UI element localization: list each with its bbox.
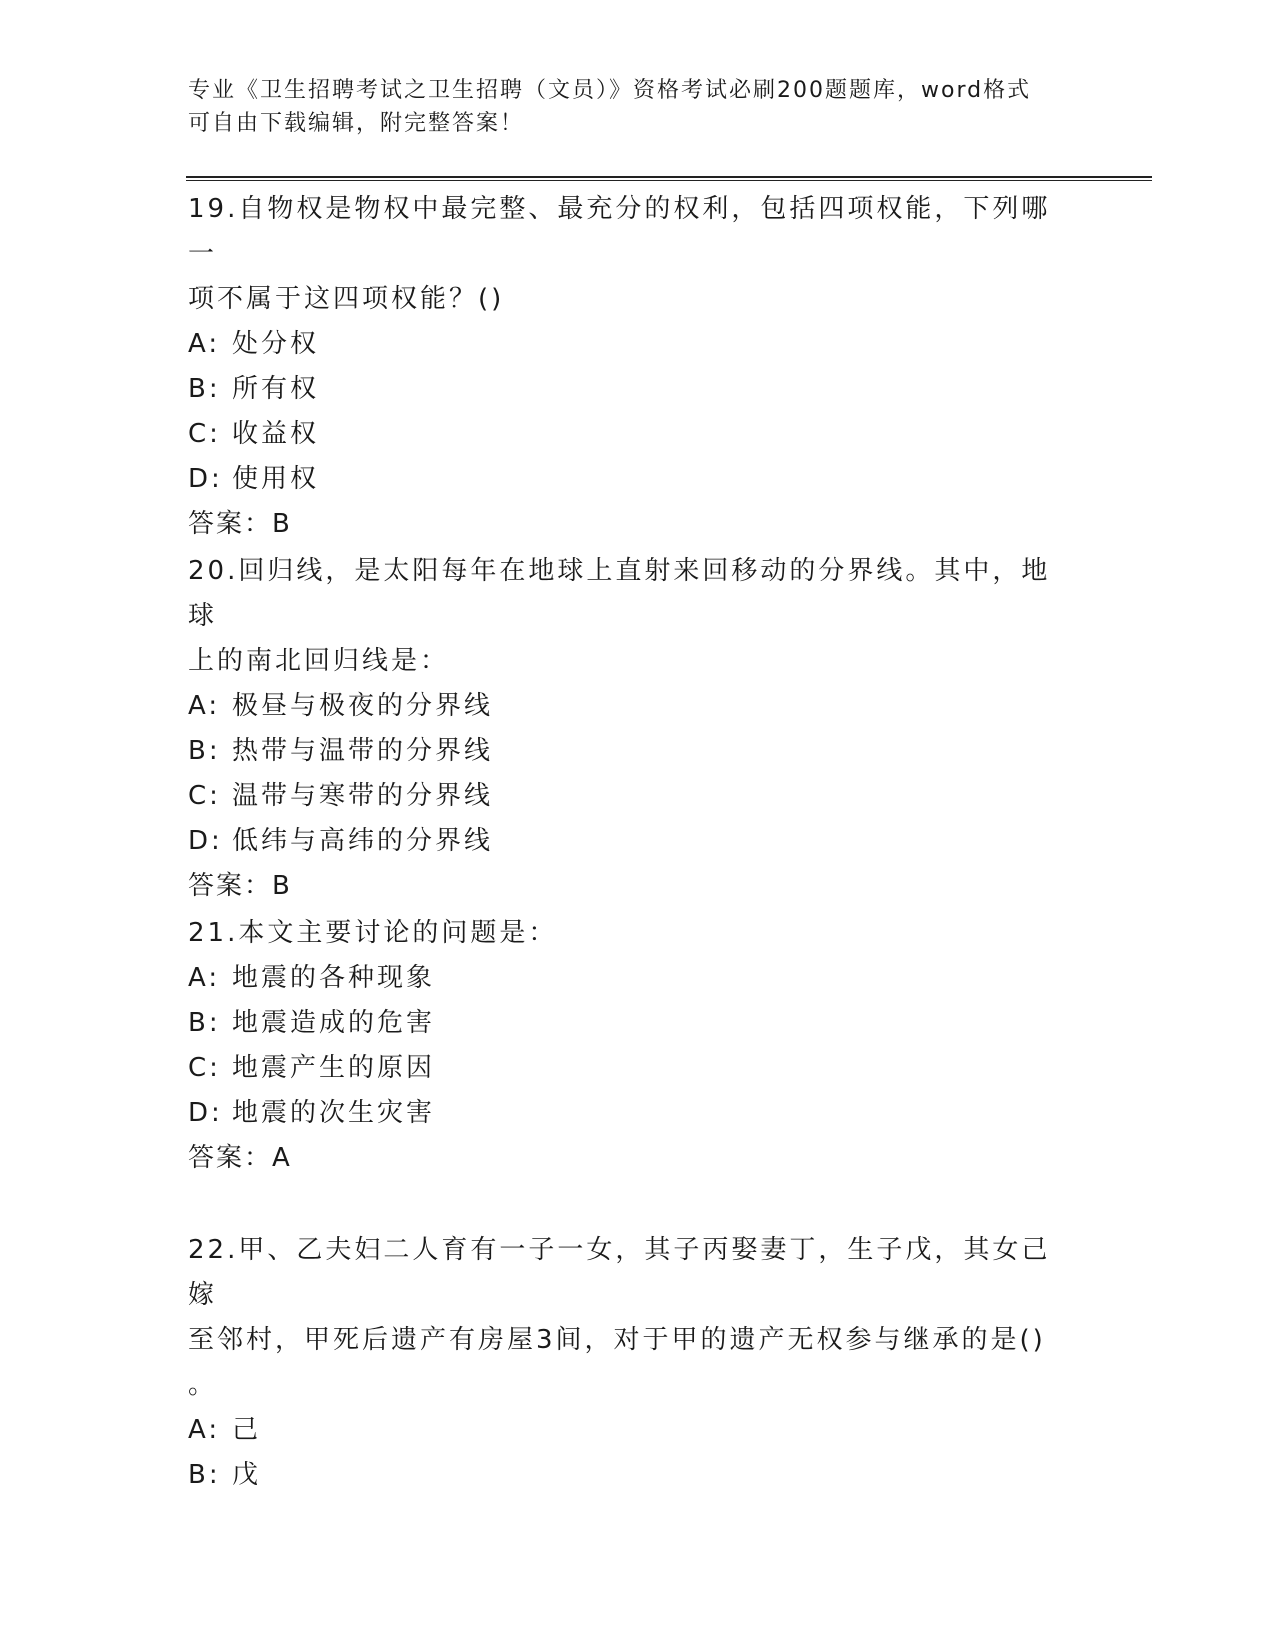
- option-text: 己: [232, 1415, 262, 1445]
- question-21: [188, 911, 1068, 1181]
- option-b: [188, 729, 1068, 774]
- answer-line: 答案：A: [188, 1143, 292, 1173]
- option-text: 地震的次生灾害: [232, 1098, 436, 1128]
- option-a: [188, 322, 1068, 367]
- option-b: [188, 1453, 1068, 1498]
- header-divider: [186, 176, 1152, 181]
- option-key: D:: [188, 464, 223, 494]
- option-text: 收益权: [232, 419, 320, 449]
- option-text: 低纬与高纬的分界线: [232, 826, 494, 856]
- option-key: C:: [188, 1053, 221, 1083]
- option-text: 戊: [232, 1460, 262, 1490]
- option-a: [188, 956, 1068, 1001]
- option-a: [188, 684, 1068, 729]
- question-stem-line: 19.自物权是物权中最完整、最充分的权利，包括四项权能，下列哪一: [188, 194, 1051, 269]
- option-d: [188, 1091, 1068, 1136]
- question-22: [188, 1228, 1068, 1498]
- question-19: [188, 187, 1068, 547]
- question-stem-line: 21.本文主要讨论的问题是：: [188, 918, 558, 948]
- option-key: A:: [188, 329, 221, 359]
- option-a: [188, 1408, 1068, 1453]
- option-key: B:: [188, 736, 221, 766]
- question-stem-line: 20.回归线，是太阳每年在地球上直射来回移动的分界线。其中，地球: [188, 556, 1051, 631]
- option-text: 温带与寒带的分界线: [232, 781, 494, 811]
- option-d: [188, 457, 1068, 502]
- option-key: A:: [188, 963, 221, 993]
- option-c: [188, 412, 1068, 457]
- option-key: A:: [188, 1415, 221, 1445]
- option-key: B:: [188, 374, 221, 404]
- option-text: 地震的各种现象: [232, 963, 436, 993]
- option-text: 所有权: [232, 374, 320, 404]
- option-text: 热带与温带的分界线: [232, 736, 494, 766]
- question-stem-line: 至邻村，甲死后遗产有房屋3间，对于甲的遗产无权参与继承的是(): [188, 1325, 1046, 1355]
- option-key: C:: [188, 419, 221, 449]
- option-c: [188, 774, 1068, 819]
- option-d: [188, 819, 1068, 864]
- option-b: [188, 367, 1068, 412]
- option-text: 极昼与极夜的分界线: [232, 691, 494, 721]
- option-key: B:: [188, 1460, 221, 1490]
- question-stem-line: 。: [188, 1370, 218, 1400]
- header-line-2: 可自由下载编辑，附完整答案！: [188, 111, 525, 136]
- document-header: [188, 74, 1088, 140]
- question-stem-line: 22.甲、乙夫妇二人育有一子一女，其子丙娶妻丁，生子戊，其女己嫁: [188, 1235, 1051, 1310]
- question-20: [188, 549, 1068, 909]
- header-line-1: 专业《卫生招聘考试之卫生招聘（文员）》资格考试必刷200题题库，word格式: [188, 78, 1032, 103]
- answer-line: 答案：B: [188, 509, 292, 539]
- option-text: 使用权: [232, 464, 320, 494]
- question-stem-line: 上的南北回归线是：: [188, 646, 450, 676]
- answer-line: 答案：B: [188, 871, 292, 901]
- option-key: A:: [188, 691, 221, 721]
- option-key: B:: [188, 1008, 221, 1038]
- option-text: 地震产生的原因: [232, 1053, 436, 1083]
- question-stem-line: 项不属于这四项权能？(): [188, 284, 505, 314]
- option-key: C:: [188, 781, 221, 811]
- option-c: [188, 1046, 1068, 1091]
- option-key: D:: [188, 1098, 223, 1128]
- option-key: D:: [188, 826, 223, 856]
- option-b: [188, 1001, 1068, 1046]
- option-text: 处分权: [232, 329, 320, 359]
- option-text: 地震造成的危害: [232, 1008, 436, 1038]
